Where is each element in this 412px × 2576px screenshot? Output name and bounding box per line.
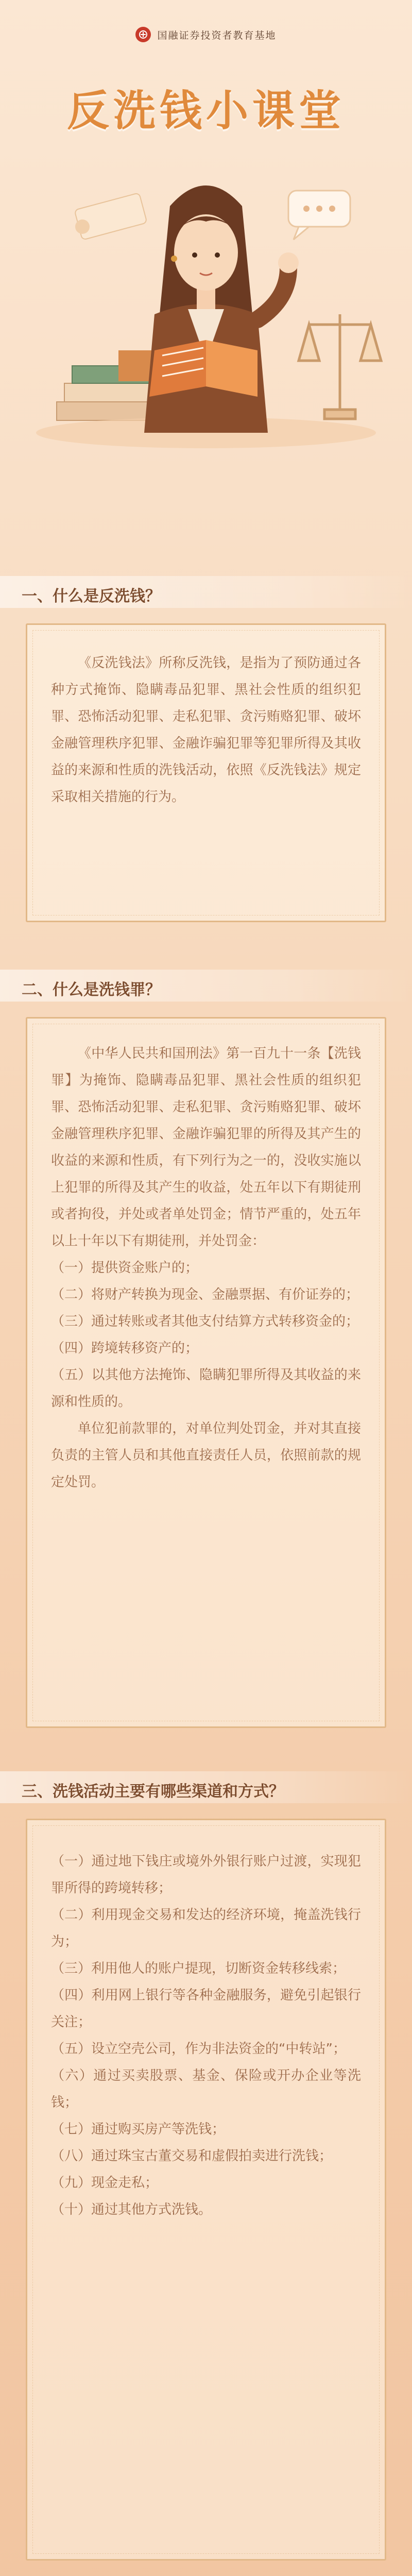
section-3-item-4: （四）利用网上银行等各种金融服务，避免引起银行关注； xyxy=(51,1988,361,2030)
section-2-item-3: （三）通过转账或者其他支付结算方式转移资金的； xyxy=(51,1314,359,1329)
brand-logo-icon xyxy=(135,27,151,42)
section-2-title: 二、什么是洗钱罪？ xyxy=(22,981,161,999)
section-2-item-4: （四）跨境转移资产的； xyxy=(51,1341,199,1356)
section-2-header xyxy=(0,970,412,1002)
scale-icon xyxy=(299,314,381,419)
section-3-item-1: （一）通过地下钱庄或境外外银行账户过渡，实现犯罪所得的跨境转移； xyxy=(51,1854,361,1896)
brand-name: 国融证券投资者教育基地 xyxy=(157,29,277,41)
section-1-title: 一、什么是反洗钱？ xyxy=(22,587,161,605)
page-title: 反洗钱小课堂 xyxy=(66,87,345,135)
section-1-card xyxy=(26,623,386,922)
section-3-item-9: （九）现金走私； xyxy=(51,2175,159,2191)
section-3-item-7: （七）通过购买房产等洗钱； xyxy=(51,2122,226,2137)
section-3-item-3: （三）利用他人的账户提现，切断资金转移线索； xyxy=(51,1961,346,1976)
section-3-title: 三、洗钱活动主要有哪些渠道和方式？ xyxy=(22,1783,284,1801)
section-2-closing: 单位犯前款罪的，对单位判处罚金，并对其直接负责的主管人员和其他直接责任人员，依照前款的规定处罚。 xyxy=(51,1421,361,1490)
section-1-text: 《反洗钱法》所称反洗钱，是指为了预防通过各种方式掩饰、隐瞒毒品犯罪、黑社会性质的组织犯罪、恐怖活动犯罪、走私犯罪、贪污贿赂犯罪、破坏金融管理秩序犯罪、金融诈骗犯罪等犯罪所得及其收益的来源和性质的洗钱活动，依照《反洗钱法》规定采取相关措施的行为。 xyxy=(51,655,361,805)
section-3-item-2: （二）利用现金交易和发达的经济环境，掩盖洗钱行为； xyxy=(51,1907,361,1950)
section-2-item-5: （五）以其他方法掩饰、隐瞒犯罪所得及其收益的来源和性质的。 xyxy=(51,1367,361,1410)
books-icon xyxy=(57,350,160,420)
section-3-item-6: （六）通过买卖股票、基金、保险或开办企业等洗钱； xyxy=(51,2068,361,2110)
section-3-header xyxy=(0,1771,412,1803)
section-2-intro: 《中华人民共和国刑法》第一百九十一条【洗钱罪】为掩饰、隐瞒毒品犯罪、黑社会性质的组织犯罪、恐怖活动犯罪、走私犯罪、贪污贿赂犯罪、破坏金融管理秩序犯罪、金融诈骗犯罪的所得及其产生的收益的来源和性质，有下列行为之一的，没收实施以上犯罪的所得及其产生的收益，处五年以下有期徒刑或者拘役，并处或者单处罚金；情节严重的，处五年以上十年以下有期徒刑，并处罚金： xyxy=(51,1046,361,1249)
brand-header xyxy=(0,27,412,42)
hero-illustration xyxy=(0,144,412,474)
section-3-item-5: （五）设立空壳公司，作为非法资金的“中转站”； xyxy=(51,2041,346,2057)
section-2-card xyxy=(26,1017,386,1728)
section-3-item-10: （十）通过其他方式洗钱。 xyxy=(51,2202,212,2217)
section-3-card xyxy=(26,1819,386,2561)
section-3-item-8: （八）通过珠宝古董交易和虚假拍卖进行洗钱； xyxy=(51,2148,333,2164)
section-1-header xyxy=(0,576,412,608)
speech-bubble-icon xyxy=(288,191,350,240)
scroll-icon xyxy=(74,193,147,240)
section-2-item-1: （一）提供资金账户的； xyxy=(51,1260,199,1276)
section-2-item-2: （二）将财产转换为现金、金融票据、有价证券的； xyxy=(51,1287,359,1302)
teacher-figure xyxy=(144,185,299,433)
